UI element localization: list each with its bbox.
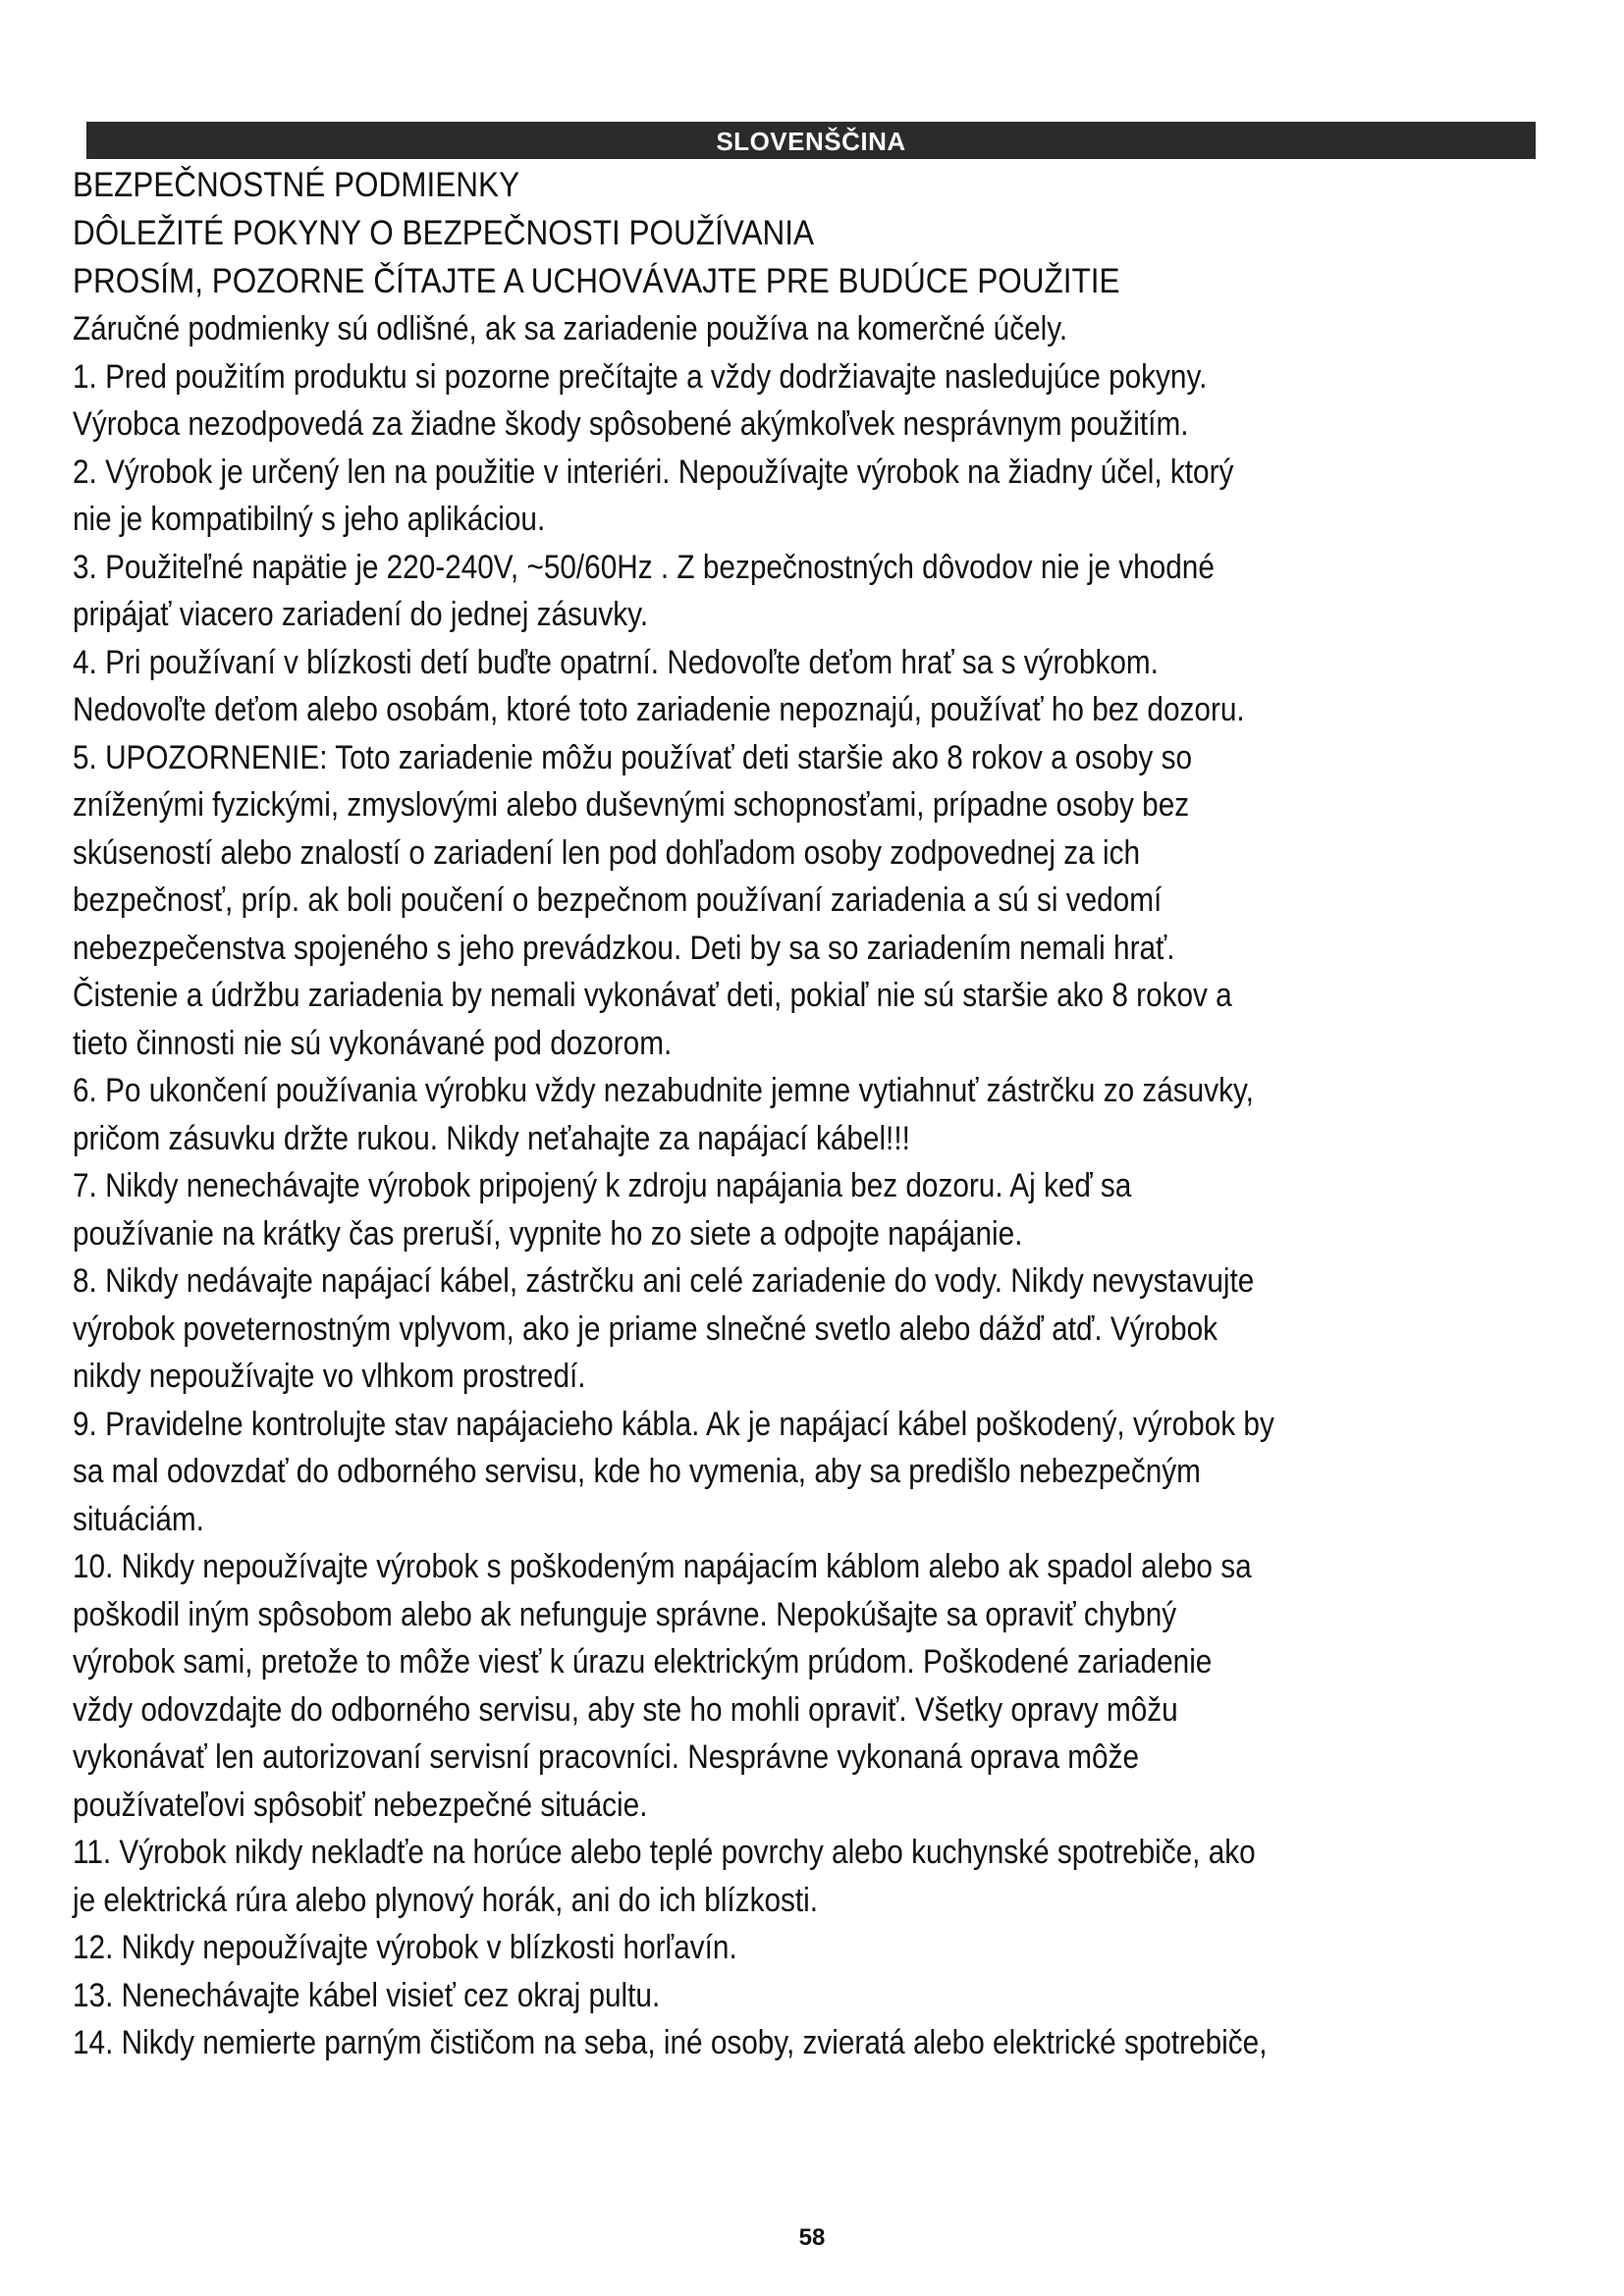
text-line: používanie na krátky čas preruší, vypnite ho zo siete a odpojte napájanie. <box>73 1214 1023 1253</box>
text-line: pripájať viacero zariadení do jednej zásuvky. <box>73 596 649 633</box>
text-line: Nedovoľte deťom alebo osobám, ktoré toto zariadenie nepoznajú, používať ho bez dozoru. <box>73 691 1245 728</box>
heading-safety-conditions: BEZPEČNOSTNÉ PODMIENKY <box>73 166 520 204</box>
text-line: výrobok poveternostným vplyvom, ako je priame slnečné svetlo alebo dážď atď. Výrobok <box>73 1309 1218 1348</box>
text-line: je elektrická rúra alebo plynový horák, ani do ich blízkosti. <box>73 1881 819 1919</box>
text-line: 14. Nikdy nemierte parným čističom na seba, iné osoby, zvieratá alebo elektrické spotrebiče, <box>73 2024 1268 2061</box>
text-line: 4. Pri používaní v blízkosti detí buďte opatrní. Nedovoľte deťom hrať sa s výrobkom. <box>73 643 1159 681</box>
text-line: bezpečnosť, príp. ak boli poučení o bezpečnom používaní zariadenia a sú si vedomí <box>73 881 1163 919</box>
text-line: 3. Použiteľné napätie je 220-240V, ~50/60Hz . Z bezpečnostných dôvodov nie je vhodné <box>73 548 1215 586</box>
text-line: Čistenie a údržbu zariadenia by nemali vykonávať deti, pokiaľ nie sú staršie ako 8 rokov a <box>73 977 1232 1014</box>
text-line: pričom zásuvku držte rukou. Nikdy neťahajte za napájací kábel!!! <box>73 1119 910 1157</box>
text-line: vykonávať len autorizovaní servisní pracovníci. Nesprávne vykonaná oprava môže <box>73 1738 1140 1776</box>
text-line: 2. Výrobok je určený len na použitie v interiéri. Nepoužívajte výrobok na žiadny účel, ktorý <box>73 453 1234 491</box>
text-line: skúseností alebo znalostí o zariadení len pod dohľadom osoby zodpovednej za ich <box>73 833 1141 872</box>
text-line: používateľovi spôsobiť nebezpečné situácie. <box>73 1786 648 1824</box>
instruction-text <box>73 305 1565 2067</box>
document-body <box>73 161 1565 2067</box>
text-line: 10. Nikdy nepoužívajte výrobok s poškodeným napájacím káblom alebo ak spadol alebo sa <box>73 1548 1252 1585</box>
text-line: 6. Po ukončení používania výrobku vždy nezabudnite jemne vytiahnuť zástrčku zo zásuvky, <box>73 1072 1254 1109</box>
text-line: 12. Nikdy nepoužívajte výrobok v blízkosti horľavín. <box>73 1929 737 1966</box>
page-number: 58 <box>798 2224 826 2251</box>
text-line: 13. Nenechávajte kábel visieť cez okraj pultu. <box>73 1976 661 2014</box>
text-line: 1. Pred použitím produktu si pozorne prečítajte a vždy dodržiavajte nasledujúce pokyny. <box>73 357 1208 396</box>
language-header-bar <box>86 122 1536 159</box>
text-line: sa mal odovzdať do odborného servisu, kde ho vymenia, aby sa predišlo nebezpečným <box>73 1453 1201 1490</box>
text-line: výrobok sami, pretože to môže viesť k úrazu elektrickým prúdom. Poškodené zariadenie <box>73 1643 1213 1681</box>
text-line: 7. Nikdy nenechávajte výrobok pripojený k zdroju napájania bez dozoru. Aj keď sa <box>73 1167 1132 1204</box>
text-line: situáciám. <box>73 1500 204 1538</box>
text-line: vždy odovzdajte do odborného servisu, aby ste ho mohli opraviť. Všetky opravy môžu <box>73 1690 1178 1729</box>
text-line: poškodil iným spôsobom alebo ak nefunguje správne. Nepokúšajte sa opraviť chybný <box>73 1595 1177 1633</box>
text-line: 8. Nikdy nedávajte napájací kábel, zástrčku ani celé zariadenie do vody. Nikdy nevystavujte <box>73 1262 1255 1300</box>
text-line: nie je kompatibilný s jeho aplikáciou. <box>73 501 546 538</box>
text-line: nebezpečenstva spojeného s jeho prevádzkou. Deti by sa so zariadením nemali hrať. <box>73 929 1175 967</box>
headings <box>73 161 1565 305</box>
text-line: 5. UPOZORNENIE: Toto zariadenie môžu používať deti staršie ako 8 rokov a osoby so <box>73 738 1192 776</box>
text-line: Výrobca nezodpovedá za žiadne škody spôsobené akýmkoľvek nesprávnym použitím. <box>73 405 1189 443</box>
heading-important-instructions: DÔLEŽITÉ POKYNY O BEZPEČNOSTI POUŽÍVANIA <box>73 214 814 252</box>
text-line: 9. Pravidelne kontrolujte stav napájacieho kábla. Ak je napájací kábel poškodený, výrobok by <box>73 1405 1274 1443</box>
language-label: SLOVENŠČINA <box>716 127 906 156</box>
heading-read-carefully: PROSÍM, POZORNE ČÍTAJTE A UCHOVÁVAJTE PRE BUDÚCE POUŽITIE <box>73 262 1120 300</box>
text-line: nikdy nepoužívajte vo vlhkom prostredí. <box>73 1358 586 1395</box>
text-line: Záručné podmienky sú odlišné, ak sa zariadenie používa na komerčné účely. <box>73 310 1068 347</box>
text-line: zníženými fyzickými, zmyslovými alebo duševnými schopnosťami, prípadne osoby bez <box>73 786 1190 824</box>
text-line: 11. Výrobok nikdy nekladťe na horúce alebo teplé povrchy alebo kuchynské spotrebiče, ako <box>73 1834 1256 1871</box>
text-line: tieto činnosti nie sú vykonávané pod dozorom. <box>73 1024 673 1062</box>
